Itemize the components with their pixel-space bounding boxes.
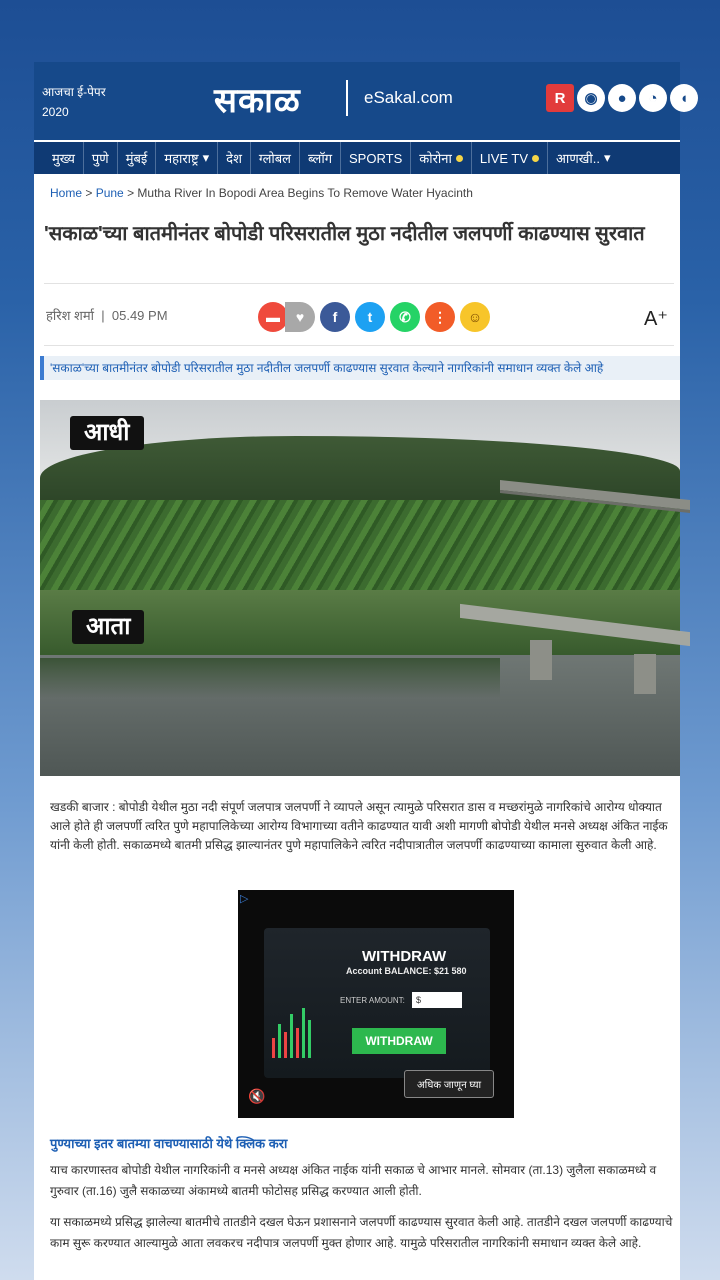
nav-label: कोरोना	[419, 151, 452, 166]
ad-withdraw-button: WITHDRAW	[352, 1028, 446, 1054]
chevron-down-icon: ▾	[603, 150, 611, 165]
mute-icon[interactable]: 🔇	[248, 1088, 266, 1104]
ad-amount-input: $	[412, 992, 462, 1008]
article-paragraph: याच कारणास्तव बोपोडी येथील नागरिकांनी व मनसे अध्यक्ष अंकित नाईक यांनी सकाळ चे आभार मानले. सोमवार (ता.13) जुलैला सकाळमध्ये व गुरुवार (ता.16) जुलै सकाळच्या अंकामध्ये बातमी फोटोसह प्रसिद्ध करण्यात आली होती.	[50, 1163, 657, 1198]
nav-item-corona[interactable]	[411, 142, 472, 174]
share-more-icon[interactable]: ⋮	[425, 302, 455, 332]
logo-divider	[346, 80, 348, 116]
nav-item-desh[interactable]	[218, 142, 251, 174]
nav-label: मुख्य	[52, 151, 75, 166]
nav-label: SPORTS	[349, 150, 403, 166]
nav-item-mumbai[interactable]	[118, 142, 157, 174]
nav-item-mukhya[interactable]	[44, 142, 84, 174]
ad-balance: Account BALANCE: $21 580	[346, 966, 467, 976]
breadcrumb-separator: >	[123, 186, 138, 200]
page-title: 'सकाळ'च्या बातमीनंतर बोपोडी परिसरातील मुठा नदीतील जलपर्णी काढण्यास सुरवात	[44, 223, 645, 245]
breadcrumb	[50, 186, 473, 200]
ad-choices-icon[interactable]: ▷	[240, 893, 249, 905]
photo-label-before: आधी	[70, 416, 144, 450]
byline-separator: |	[97, 308, 112, 323]
article-paragraph: खडकी बाजार : बोपोडी येथील मुठा नदी संपूर्ण जलपात्र जलपर्णी ने व्यापले असून त्यामुळे परिसरात डास व मच्छरांमुळे नागरिकांचे आरोग्य धोक्यात आले होते ही जलपर्णी त्वरित पुणे महापालिकेच्या आरोग्य विभागाच्या वतीने काढण्यात यावी अशी मागणी बोपोडी येथील मनसे अध्यक्ष अंकित नाईक यांनी केली होती. सकाळमध्ये बातमी प्रसिद्ध झाल्यानंतर पुणे महापालिकेने त्वरित नदीपात्रातील जलपर्णी काढण्याच्या कामाला सुरुवात केली आहे.	[50, 800, 668, 852]
nav-item-live-tv[interactable]	[472, 142, 548, 174]
chevron-down-icon: ▾	[202, 150, 210, 165]
nav-label: देश	[226, 151, 242, 166]
ad-learn-more-button[interactable]: अधिक जाणून घ्या	[404, 1070, 494, 1098]
breadcrumb-section[interactable]: Pune	[95, 186, 124, 200]
photo-reflection	[40, 658, 500, 698]
epaper-label: आजचा ई-पेपर	[42, 85, 106, 99]
live-dot-icon	[532, 155, 539, 162]
nav-label: ब्लॉग	[308, 151, 333, 166]
divider	[44, 283, 674, 284]
comment-icon[interactable]: ▬	[258, 302, 288, 332]
nav-label: ग्लोबल	[258, 151, 291, 166]
chart-candle	[284, 1032, 287, 1058]
chart-candle	[308, 1020, 311, 1058]
author-name: हरिश शर्मा	[46, 308, 95, 323]
esakal-link[interactable]: eSakal.com	[364, 88, 453, 107]
nav-item-global[interactable]	[251, 142, 300, 174]
facebook-icon[interactable]: f	[320, 302, 350, 332]
nav-item-more[interactable]	[548, 142, 618, 174]
breadcrumb-separator: >	[82, 186, 96, 200]
epaper-link[interactable]	[42, 82, 106, 122]
nav-label: LIVE TV	[479, 150, 529, 166]
android-icon[interactable]: ◉	[577, 84, 605, 112]
ad-banner[interactable]	[238, 890, 514, 1118]
bridge-pillar	[530, 640, 552, 680]
chart-candle	[302, 1008, 305, 1058]
article-summary: 'सकाळ'च्या बातमीनंतर बोपोडी परिसरातील मुठा नदीतील जलपर्णी काढण्यास सुरवात केल्याने नागरिकांनी समाधान व्यक्त केले आहे	[40, 356, 680, 380]
photo-hyacinth-river	[40, 500, 680, 590]
nav-label: महाराष्ट्र	[164, 151, 199, 166]
publish-time: 05.49 PM	[111, 308, 168, 323]
nav-item-maharashtra[interactable]	[156, 142, 218, 174]
live-dot-icon	[456, 155, 463, 162]
epaper-year: 2020	[42, 105, 69, 119]
article-page	[34, 62, 689, 1280]
main-nav	[34, 142, 680, 174]
chart-candle	[278, 1024, 281, 1058]
nav-label: पुणे	[91, 151, 109, 166]
site-header	[34, 62, 689, 140]
more-icon[interactable]: ◖	[670, 84, 698, 112]
emoji-icon[interactable]: ☺	[460, 302, 490, 332]
like-icon[interactable]: ♥	[285, 302, 315, 332]
more-pune-news-link[interactable]: पुण्याच्या इतर बातम्या वाचण्यासाठी येथे क्लिक करा	[50, 1136, 288, 1151]
byline	[46, 306, 168, 324]
nav-item-blog[interactable]	[300, 142, 341, 174]
chart-candle	[290, 1014, 293, 1058]
twitter-icon[interactable]: t	[355, 302, 385, 332]
chart-candle	[296, 1028, 299, 1058]
whatsapp-icon[interactable]: ✆	[390, 302, 420, 332]
nav-label: मुंबई	[125, 151, 148, 166]
apple-icon[interactable]: ●	[608, 84, 636, 112]
nav-item-sports[interactable]	[341, 142, 411, 174]
divider	[44, 345, 674, 346]
breadcrumb-home[interactable]: Home	[50, 186, 83, 200]
font-size-button[interactable]: A⁺	[644, 308, 668, 330]
nav-item-pune[interactable]	[84, 142, 118, 174]
ad-title: WITHDRAW	[362, 948, 447, 965]
r-icon[interactable]: R	[546, 84, 574, 112]
share-bar	[258, 302, 490, 332]
rss-icon[interactable]: ◔	[639, 84, 667, 112]
photo-label-after: आता	[72, 610, 144, 644]
article-photo	[40, 400, 680, 776]
nav-label: आणखी..	[556, 151, 600, 166]
sakal-logo[interactable]: सकाळ	[214, 81, 301, 121]
breadcrumb-current: Mutha River In Bopodi Area Begins To Remove Water Hyacinth	[137, 186, 473, 200]
bridge-pillar	[634, 654, 656, 694]
chart-candle	[272, 1038, 275, 1058]
social-icons	[546, 84, 698, 112]
article-paragraph: या सकाळमध्ये प्रसिद्ध झालेल्या बातमीचे तातडीने दखल घेऊन प्रशासनाने जलपर्णी काढण्यास सुरवात केली आहे. तातडीने दखल जलपर्णी काढण्याचे काम सुरू करण्यात आल्यामुळे आता लवकरच नदीपात्र जलपर्णी मुक्त होणार आहे. यामुळे परिसरातील नागरिकांनी समाधान व्यक्त केले आहे.	[50, 1215, 673, 1250]
ad-enter-label: ENTER AMOUNT:	[340, 996, 405, 1005]
